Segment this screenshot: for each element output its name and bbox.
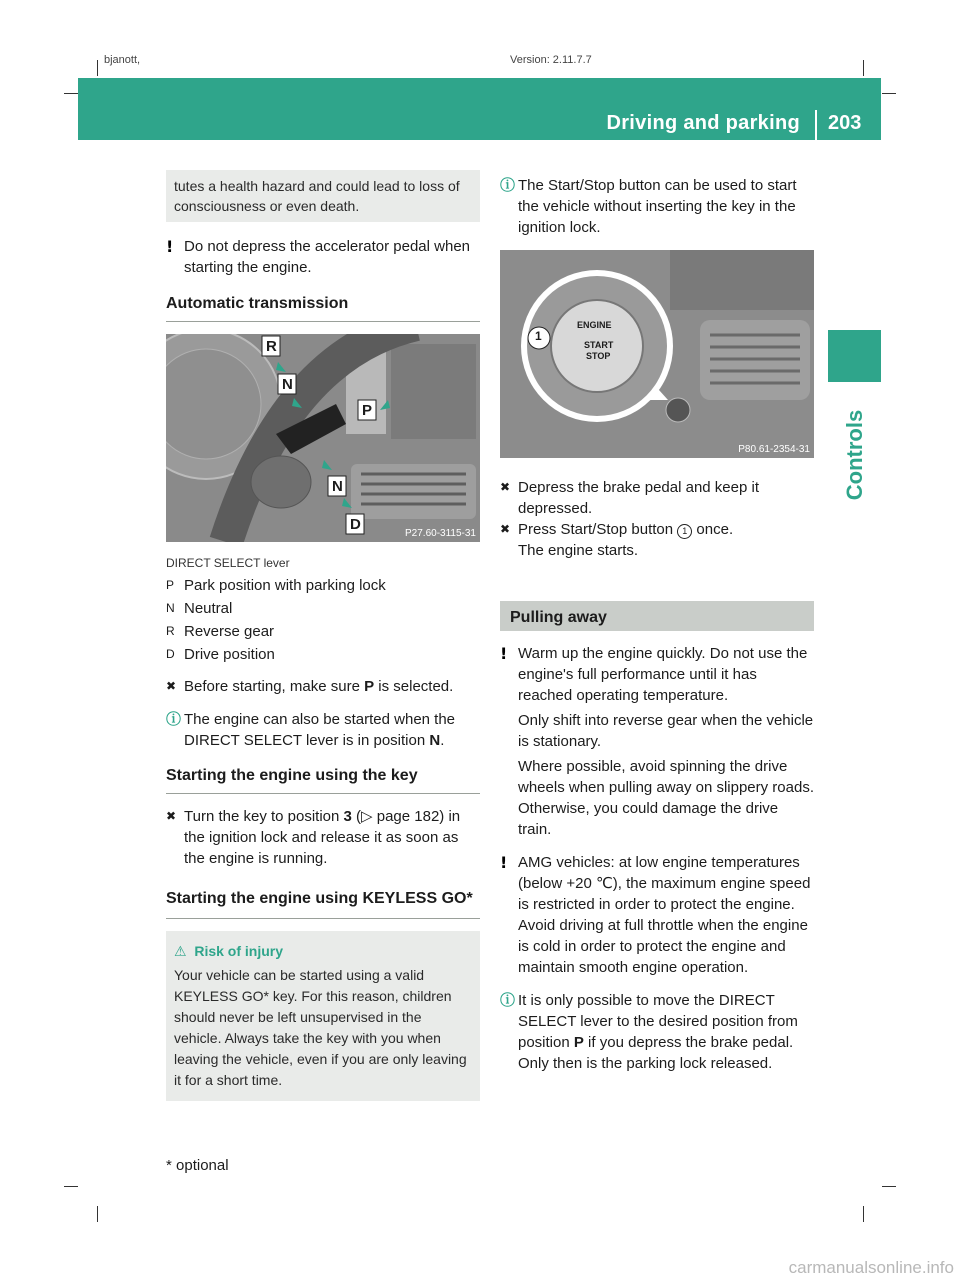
heading-keyless-go: Starting the engine using KEYLESS GO* <box>166 887 480 919</box>
step-result: The engine starts. <box>518 542 639 559</box>
callout-1-inline: 1 <box>677 524 692 539</box>
step-turn-key <box>166 806 480 869</box>
page-number: 203 <box>828 112 862 134</box>
legend-item <box>166 643 480 666</box>
left-column <box>166 170 480 322</box>
info-icon: ⓘ <box>166 711 182 728</box>
crop-mark <box>64 93 78 94</box>
step-arrow-icon: ✖ <box>500 480 511 494</box>
crop-mark <box>97 1206 98 1222</box>
left-column-lower <box>166 553 480 1101</box>
section-label <box>826 385 884 525</box>
risk-header <box>174 941 472 961</box>
crop-mark <box>97 60 98 76</box>
info-bold: P <box>573 1034 584 1051</box>
info-text: It is only possible to move the DIRECT SELECT lever to the desired position from position <box>518 992 798 1051</box>
step-arrow-icon: ✖ <box>500 522 511 536</box>
warning-spin <box>500 756 814 840</box>
legend-key: D <box>166 647 175 661</box>
warning-warmup <box>500 643 814 706</box>
step-text: Turn the key to position <box>184 808 344 825</box>
watermark: carmanualsonline.info <box>788 1258 954 1277</box>
info-text: The engine can also be started when the DIRECT SELECT lever is in position <box>184 711 456 749</box>
step-ref: (▷ page 182) in the ignition lock and release it as soon as the engine is running. <box>184 808 461 867</box>
info-bold: N <box>429 732 441 749</box>
start-stop-button-photo <box>500 250 814 458</box>
legend-text: Reverse gear <box>184 623 275 640</box>
step-text-end: once. <box>692 521 734 538</box>
header-divider <box>815 110 817 140</box>
lever-label-p: P <box>362 402 373 419</box>
button-label-stop: STOP <box>586 351 611 361</box>
warning-accelerator-text: Do not depress the accelerator pedal when starting the engine. <box>184 238 471 276</box>
info-icon: ⓘ <box>500 992 516 1009</box>
warning-icon: ! <box>500 644 508 663</box>
warning-continued: tutes a health hazard and could lead to loss of consciousness or even death. <box>166 170 480 222</box>
heading-automatic-transmission: Automatic transmission <box>166 293 480 322</box>
lever-illustration <box>166 334 480 542</box>
warning-reverse <box>500 710 814 752</box>
button-label-engine: ENGINE <box>577 320 612 330</box>
photo-code: P80.61-2354-31 <box>738 444 810 455</box>
page-title: Driving and parking <box>606 112 800 134</box>
legend-text: Neutral <box>184 600 233 617</box>
lever-label-n-upper: N <box>282 376 293 393</box>
step-text: Depress the brake pedal and keep it depressed. <box>518 479 759 517</box>
risk-title: Risk of injury <box>194 943 284 959</box>
step-bold: 3 <box>343 808 352 825</box>
crop-mark <box>863 1206 864 1222</box>
button-label-start: START <box>584 340 614 350</box>
crop-mark <box>64 1186 78 1187</box>
step-press-button <box>500 519 814 561</box>
lever-label-n-lower: N <box>332 478 343 495</box>
legend-text: Drive position <box>184 646 275 663</box>
photo-code: P27.60-3115-31 <box>405 528 476 539</box>
meta-author: bjanott, <box>104 54 141 66</box>
step-bold: P <box>364 678 375 695</box>
step-before-starting <box>166 676 480 697</box>
section-tab <box>828 330 881 382</box>
info-icon: ⓘ <box>500 177 516 194</box>
warning-amg <box>500 852 814 978</box>
warning-text: Where possible, avoid spinning the drive wheels when pulling away on slippery roads. Otherwise, you could damage the drive train. <box>518 758 815 838</box>
info-neutral <box>166 709 480 751</box>
footnote-optional: * optional <box>166 1157 229 1174</box>
legend-key: P <box>166 578 175 592</box>
step-text: Press Start/Stop button <box>518 521 678 538</box>
legend-item <box>166 620 480 643</box>
step-arrow-icon: ✖ <box>166 679 177 693</box>
right-column <box>500 175 814 238</box>
start-stop-illustration <box>500 250 814 458</box>
info-text-end: if you depress the brake pedal. Only then is the parking lock released. <box>518 1034 794 1072</box>
lever-label-r: R <box>266 338 277 355</box>
legend-text: Park position with parking lock <box>184 577 386 594</box>
step-text: Before starting, make sure <box>184 678 365 695</box>
risk-text: Your vehicle can be started using a valid KEYLESS GO* key. For this reason, children should never be left unsupervised in the vehicle. Always take the key with you when leaving the vehicle, even if you are only leaving it for a short time. <box>174 967 467 1088</box>
warning-accelerator <box>166 236 480 278</box>
info-text: The Start/Stop button can be used to start the vehicle without inserting the key in the ignition lock. <box>518 177 797 236</box>
step-depress-brake <box>500 477 814 519</box>
section-label-text: Controls <box>842 409 867 501</box>
direct-select-lever-photo <box>166 334 480 542</box>
warning-text: Warm up the engine quickly. Do not use the engine's full performance until it has reached operating temperature. <box>518 645 808 704</box>
heading-pulling-away: Pulling away <box>500 601 814 631</box>
meta-version: Version: 2.11.7.7 <box>510 54 592 66</box>
step-arrow-icon: ✖ <box>166 809 177 823</box>
legend-key: R <box>166 624 175 638</box>
warning-text: AMG vehicles: at low engine temperatures (below +20 ℃), the maximum engine speed is restricted in order to protect the engine. Avoid driving at full throttle when the engine is cold in order to protect the engine and maintain smooth engine operation. <box>518 854 811 976</box>
lever-label-d: D <box>350 516 361 533</box>
info-text-end: . <box>440 732 445 749</box>
legend-key: N <box>166 601 175 615</box>
legend-item <box>166 597 480 620</box>
right-column-lower <box>500 477 814 1074</box>
lever-caption: DIRECT SELECT lever <box>166 556 290 570</box>
warning-triangle-icon: ⚠ <box>174 943 187 959</box>
crop-mark <box>882 1186 896 1187</box>
warning-icon: ! <box>500 853 508 872</box>
step-text-end: is selected. <box>374 678 454 695</box>
risk-box <box>166 931 480 1101</box>
legend-item <box>166 574 480 597</box>
info-direct-select <box>500 990 814 1074</box>
crop-mark <box>863 60 864 76</box>
warning-text: Only shift into reverse gear when the vehicle is stationary. <box>518 712 814 750</box>
callout-1: 1 <box>535 329 542 343</box>
warning-icon: ! <box>166 237 174 256</box>
info-start-stop <box>500 175 814 238</box>
heading-starting-key: Starting the engine using the key <box>166 765 480 794</box>
crop-mark <box>882 93 896 94</box>
